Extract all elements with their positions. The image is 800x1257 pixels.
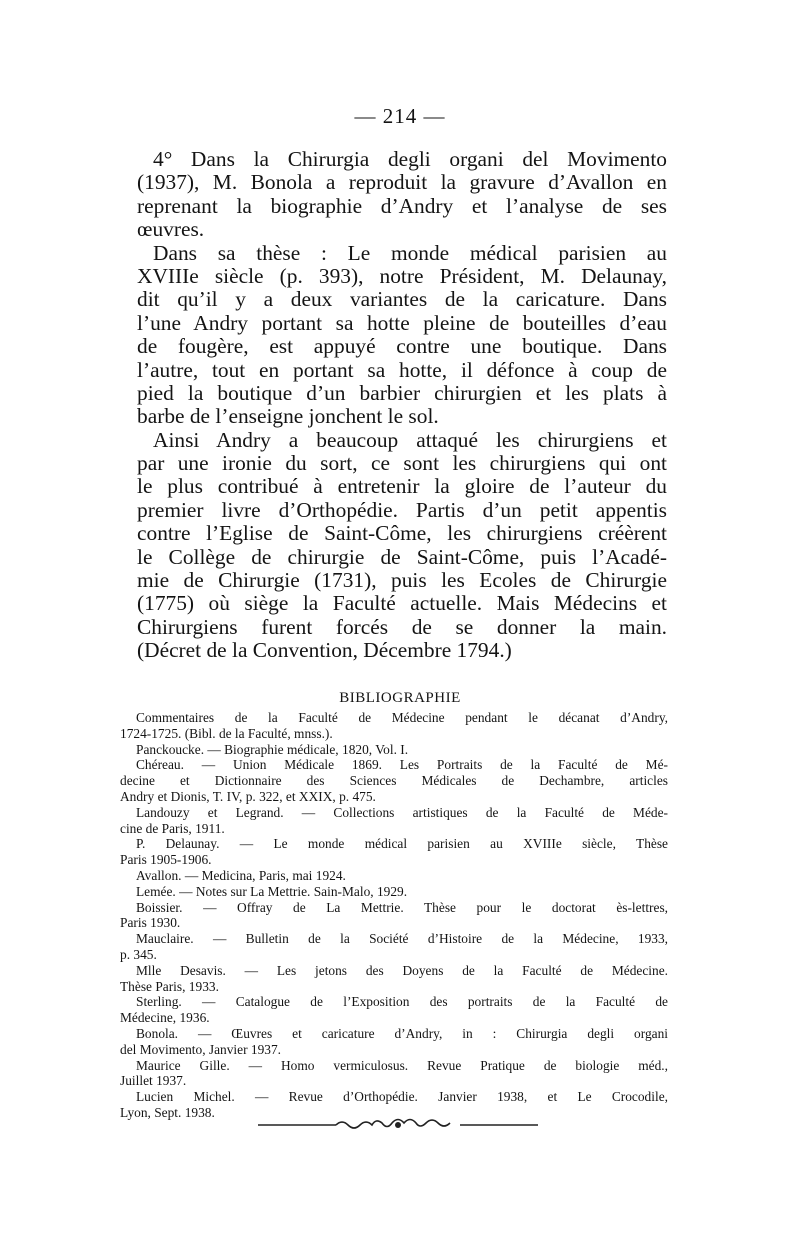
bibliography-line: P. Delaunay. — Le monde médical parisien au XVIIIe siècle, Thèse: [136, 836, 668, 852]
body-line: par une ironie du sort, ce sont les chirurgiens qui ont: [137, 451, 667, 476]
bibliography-line: 1724-1725. (Bibl. de la Faculté, mnss.).: [120, 725, 333, 741]
bibliography-line: Lemée. — Notes sur La Mettrie. Sain-Malo, 1929.: [136, 883, 408, 899]
bibliography-line: Avallon. — Medicina, Paris, mai 1924.: [136, 867, 346, 883]
bibliography-line: Boissier. — Offray de La Mettrie. Thèse pour le doctorat ès-lettres,: [136, 899, 668, 915]
bibliography-line: Médecine, 1936.: [120, 1010, 210, 1026]
bibliography-line: Maurice Gille. — Homo vermiculosus. Revue Pratique de biologie méd.,: [136, 1057, 668, 1073]
bibliography-line: decine et Dictionnaire des Sciences Médicales de Dechambre, articles: [120, 773, 668, 789]
bibliography-title: BIBLIOGRAPHIE: [339, 690, 461, 706]
body-line: Chirurgiens furent forcés de se donner la main.: [137, 614, 667, 639]
body-line: barbe de l’enseigne jonchent le sol.: [137, 404, 439, 429]
body-line: dit qu’il y a deux variantes de la caricature. Dans: [137, 287, 667, 312]
body-line: l’autre, tout en portant sa hotte, il défonce à coup de: [137, 357, 667, 382]
body-line: œuvres.: [137, 217, 205, 242]
ornamental-divider: [258, 1117, 538, 1133]
bibliography-line: Bonola. — Œuvres et caricature d’Andry, in : Chirurgia degli organi: [136, 1025, 668, 1041]
body-line: XVIIIe siècle (p. 393), notre Président, M. Delaunay,: [137, 263, 667, 288]
body-line: l’une Andry portant sa hotte pleine de bouteilles d’eau: [137, 310, 667, 335]
bibliography-line: Lucien Michel. — Revue d’Orthopédie. Janvier 1938, et Le Crocodile,: [136, 1089, 668, 1105]
bibliography-line: Panckoucke. — Biographie médicale, 1820, Vol. I.: [136, 741, 409, 757]
bibliography-line: Andry et Dionis, T. IV, p. 322, et XXIX, p. 475.: [120, 788, 376, 804]
bibliography-line: del Movimento, Janvier 1937.: [120, 1041, 282, 1057]
bibliography-line: p. 345.: [120, 946, 157, 962]
bibliography-line: Paris 1930.: [120, 915, 181, 931]
body-line: Ainsi Andry a beaucoup attaqué les chirurgiens et: [153, 427, 667, 452]
body-line: le plus contribué à entretenir la gloire de l’auteur du: [137, 474, 667, 499]
body-line: (1775) où siège la Faculté actuelle. Mais Médecins et: [137, 591, 667, 616]
bibliography-line: Sterling. — Catalogue de l’Exposition des portraits de la Faculté de: [136, 994, 668, 1010]
body-text: [137, 148, 667, 663]
body-line: premier livre d’Orthopédie. Partis d’un petit appentis: [137, 497, 667, 522]
body-line: contre l’Eglise de Saint-Côme, les chirurgiens créèrent: [137, 521, 667, 546]
body-line: le Collège de chirurgie de Saint-Côme, puis l’Acadé-: [137, 544, 667, 569]
bibliography-line: cine de Paris, 1911.: [120, 820, 225, 836]
bibliography-line: Paris 1905-1906.: [120, 852, 212, 868]
body-line: mie de Chirurgie (1731), puis les Ecoles de Chirurgie: [137, 568, 667, 593]
bibliography-line: Thèse Paris, 1933.: [120, 978, 219, 994]
body-line: reprenant la biographie d’Andry et l’analyse de ses: [137, 193, 667, 218]
bibliography-line: Mlle Desavis. — Les jetons des Doyens de la Faculté de Médecine.: [136, 962, 668, 978]
body-line: 4° Dans la Chirurgia degli organi del Movimento: [153, 147, 667, 171]
bibliography-list: [120, 710, 668, 1121]
bibliography-line: Landouzy et Legrand. — Collections artistiques de la Faculté de Méde-: [136, 804, 668, 820]
body-line: (1937), M. Bonola a reproduit la gravure d’Avallon en: [137, 170, 667, 195]
bibliography-line: Chéreau. — Union Médicale 1869. Les Portraits de la Faculté de Mé-: [136, 757, 668, 773]
body-line: (Décret de la Convention, Décembre 1794.): [137, 638, 512, 663]
body-line: Dans sa thèse : Le monde médical parisien au: [153, 240, 667, 265]
bibliography-line: Mauclaire. — Bulletin de la Société d’Histoire de la Médecine, 1933,: [136, 931, 668, 947]
bibliography-line: Lyon, Sept. 1938.: [120, 1104, 215, 1120]
page-number: — 214 —: [354, 104, 446, 128]
body-line: pied la boutique d’un barbier chirurgien et les plats à: [137, 380, 667, 405]
bibliography-line: Juillet 1937.: [120, 1073, 187, 1089]
bibliography-line: Commentaires de la Faculté de Médecine pendant le décanat d’Andry,: [136, 710, 668, 725]
body-line: de fougère, est appuyé contre une boutique. Dans: [137, 334, 667, 359]
